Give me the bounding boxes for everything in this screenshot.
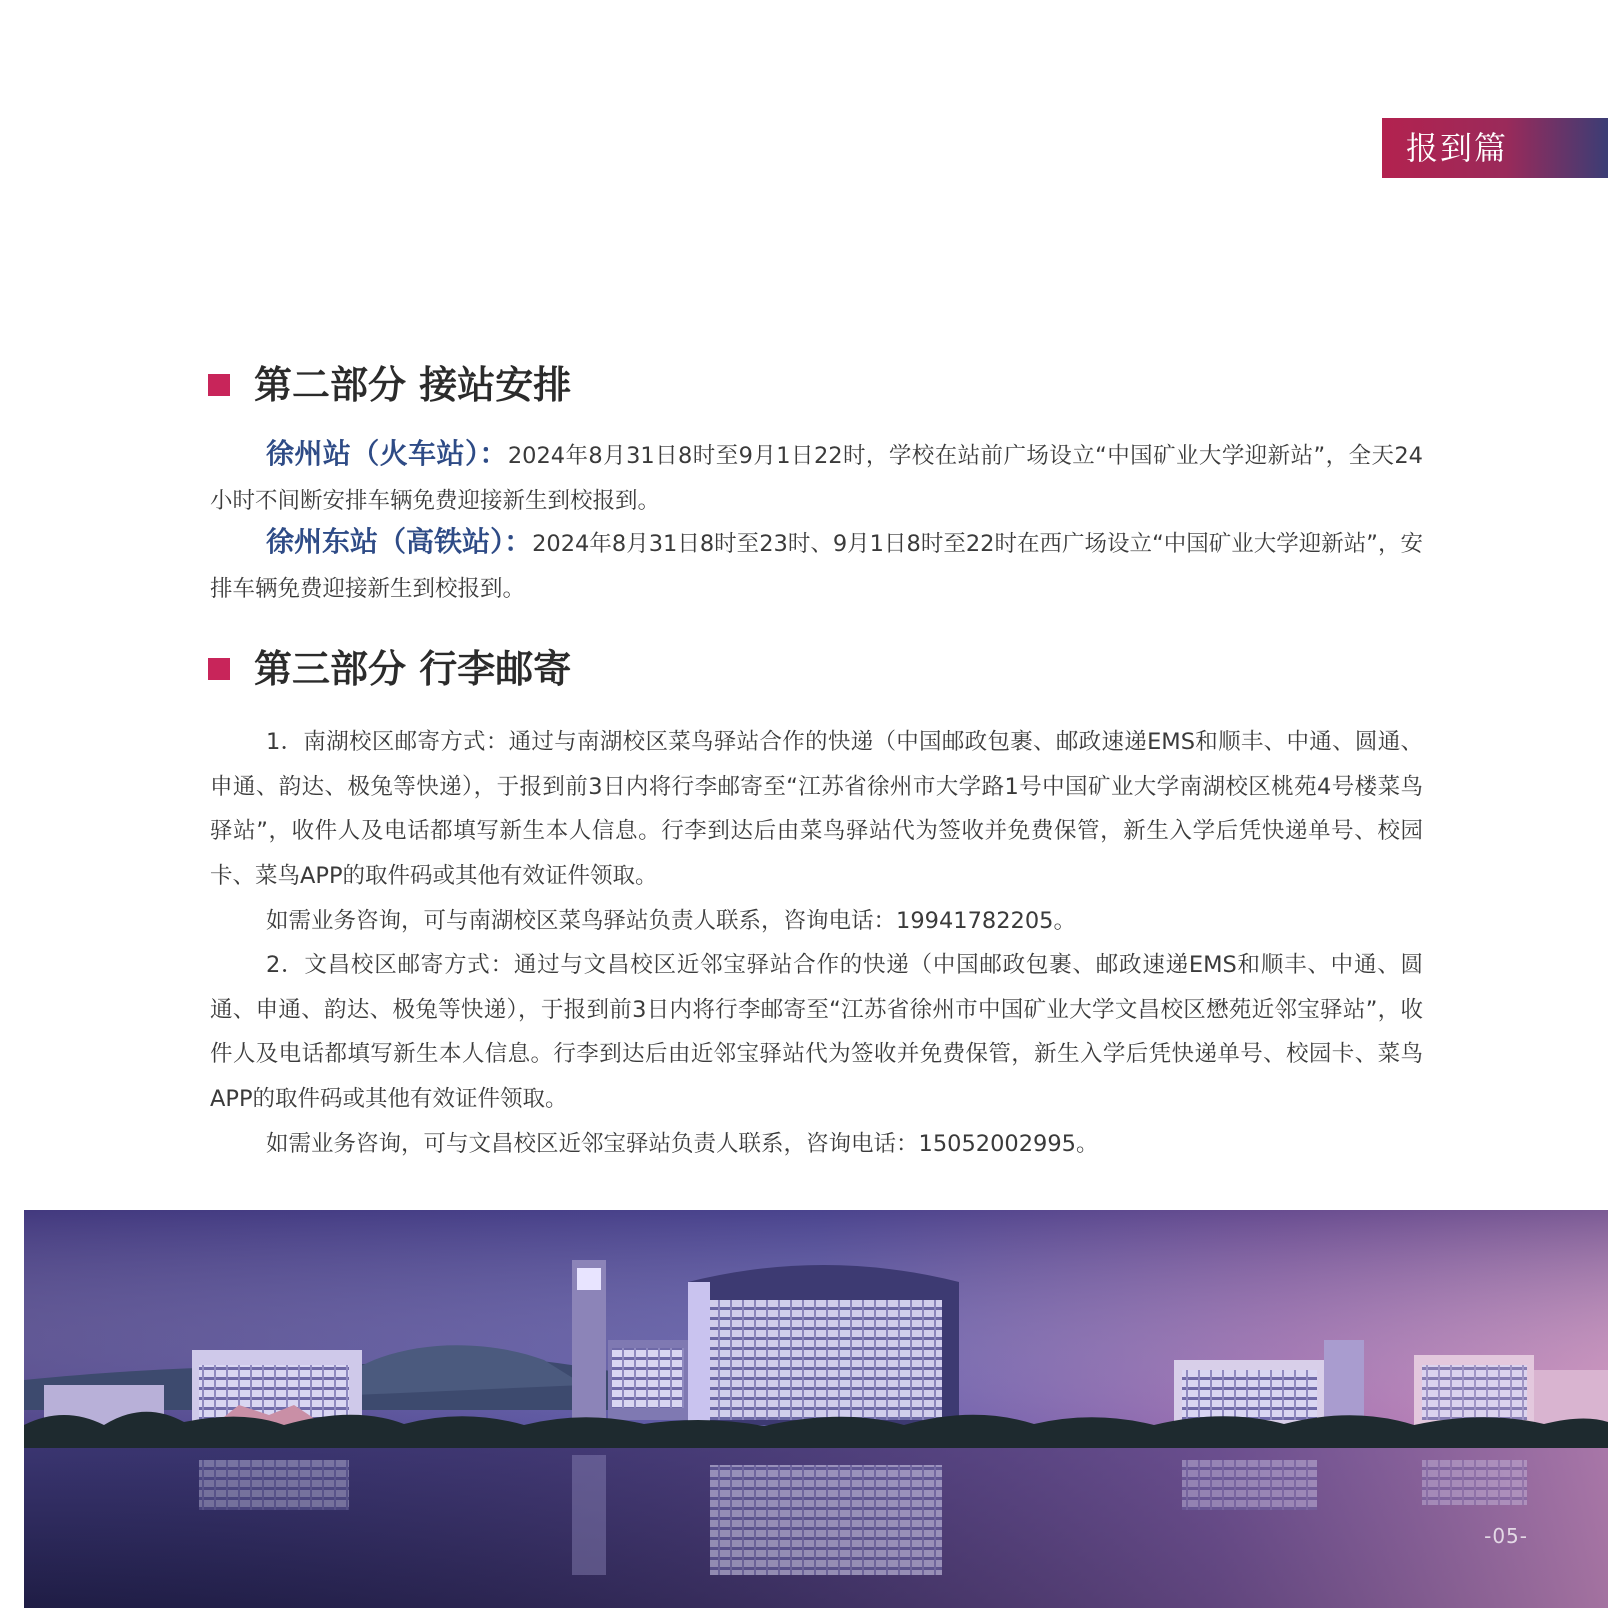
mail-contact-nanhu: 如需业务咨询，可与南湖校区菜鸟驿站负责人联系，咨询电话：19941782205。 (266, 908, 1076, 934)
pickup-xuzhou-station (210, 432, 1423, 523)
section3-title (208, 644, 571, 694)
mail-paragraph-nanhu: 1．南湖校区邮寄方式：通过与南湖校区菜鸟驿站合作的快递（中国邮政包裹、邮政速递EMS和顺丰、中通、圆通、申通、韵达、极兔等快递），于报到前3日内将行李邮寄至“江苏省徐州市大学路1号中国矿业大学南湖校区桃苑4号楼菜鸟驿站”，收件人及电话都填写新生本人信息。行李到达后由菜鸟驿站代为签收并免费保管，新生入学后凭快递单号、校园卡、菜鸟APP的取件码或其他有效证件领取。 (210, 729, 1423, 889)
section2-title (208, 360, 571, 410)
section3-title-text: 第三部分 行李邮寄 (254, 647, 572, 691)
pickup-text: 2024年8月31日8时至23时、9月1日8时至22时在西广场设立“中国矿业大学迎新站”，安排车辆免费迎接新生到校报到。 (210, 531, 1423, 602)
pickup-lead: 徐州站（火车站）： (266, 437, 508, 470)
pickup-text: 2024年8月31日8时至9月1日22时，学校在站前广场设立“中国矿业大学迎新站”，全天24小时不间断安排车辆免费迎接新生到校报到。 (210, 443, 1423, 514)
pickup-lead: 徐州东站（高铁站）： (266, 525, 533, 558)
square-bullet-icon (208, 374, 230, 396)
mail-contact-wenchang: 如需业务咨询，可与文昌校区近邻宝驿站负责人联系，咨询电话：15052002995。 (266, 1131, 1099, 1157)
campus-night-photo (24, 1210, 1608, 1608)
section-tag: 报到篇 (1382, 118, 1608, 178)
square-bullet-icon (208, 658, 230, 680)
mail-paragraph-wenchang: 2．文昌校区邮寄方式：通过与文昌校区近邻宝驿站合作的快递（中国邮政包裹、邮政速递EMS和顺丰、中通、圆通、申通、韵达、极兔等快递），于报到前3日内将行李邮寄至“江苏省徐州市中国矿业大学文昌校区懋苑近邻宝驿站”，收件人及电话都填写新生本人信息。行李到达后由近邻宝驿站代为签收并免费保管，新生入学后凭快递单号、校园卡、菜鸟APP的取件码或其他有效证件领取。 (210, 952, 1423, 1112)
section2-title-text: 第二部分 接站安排 (254, 363, 572, 407)
page-number: -05- (1484, 1524, 1528, 1548)
pickup-xuzhou-east-station (210, 520, 1423, 611)
